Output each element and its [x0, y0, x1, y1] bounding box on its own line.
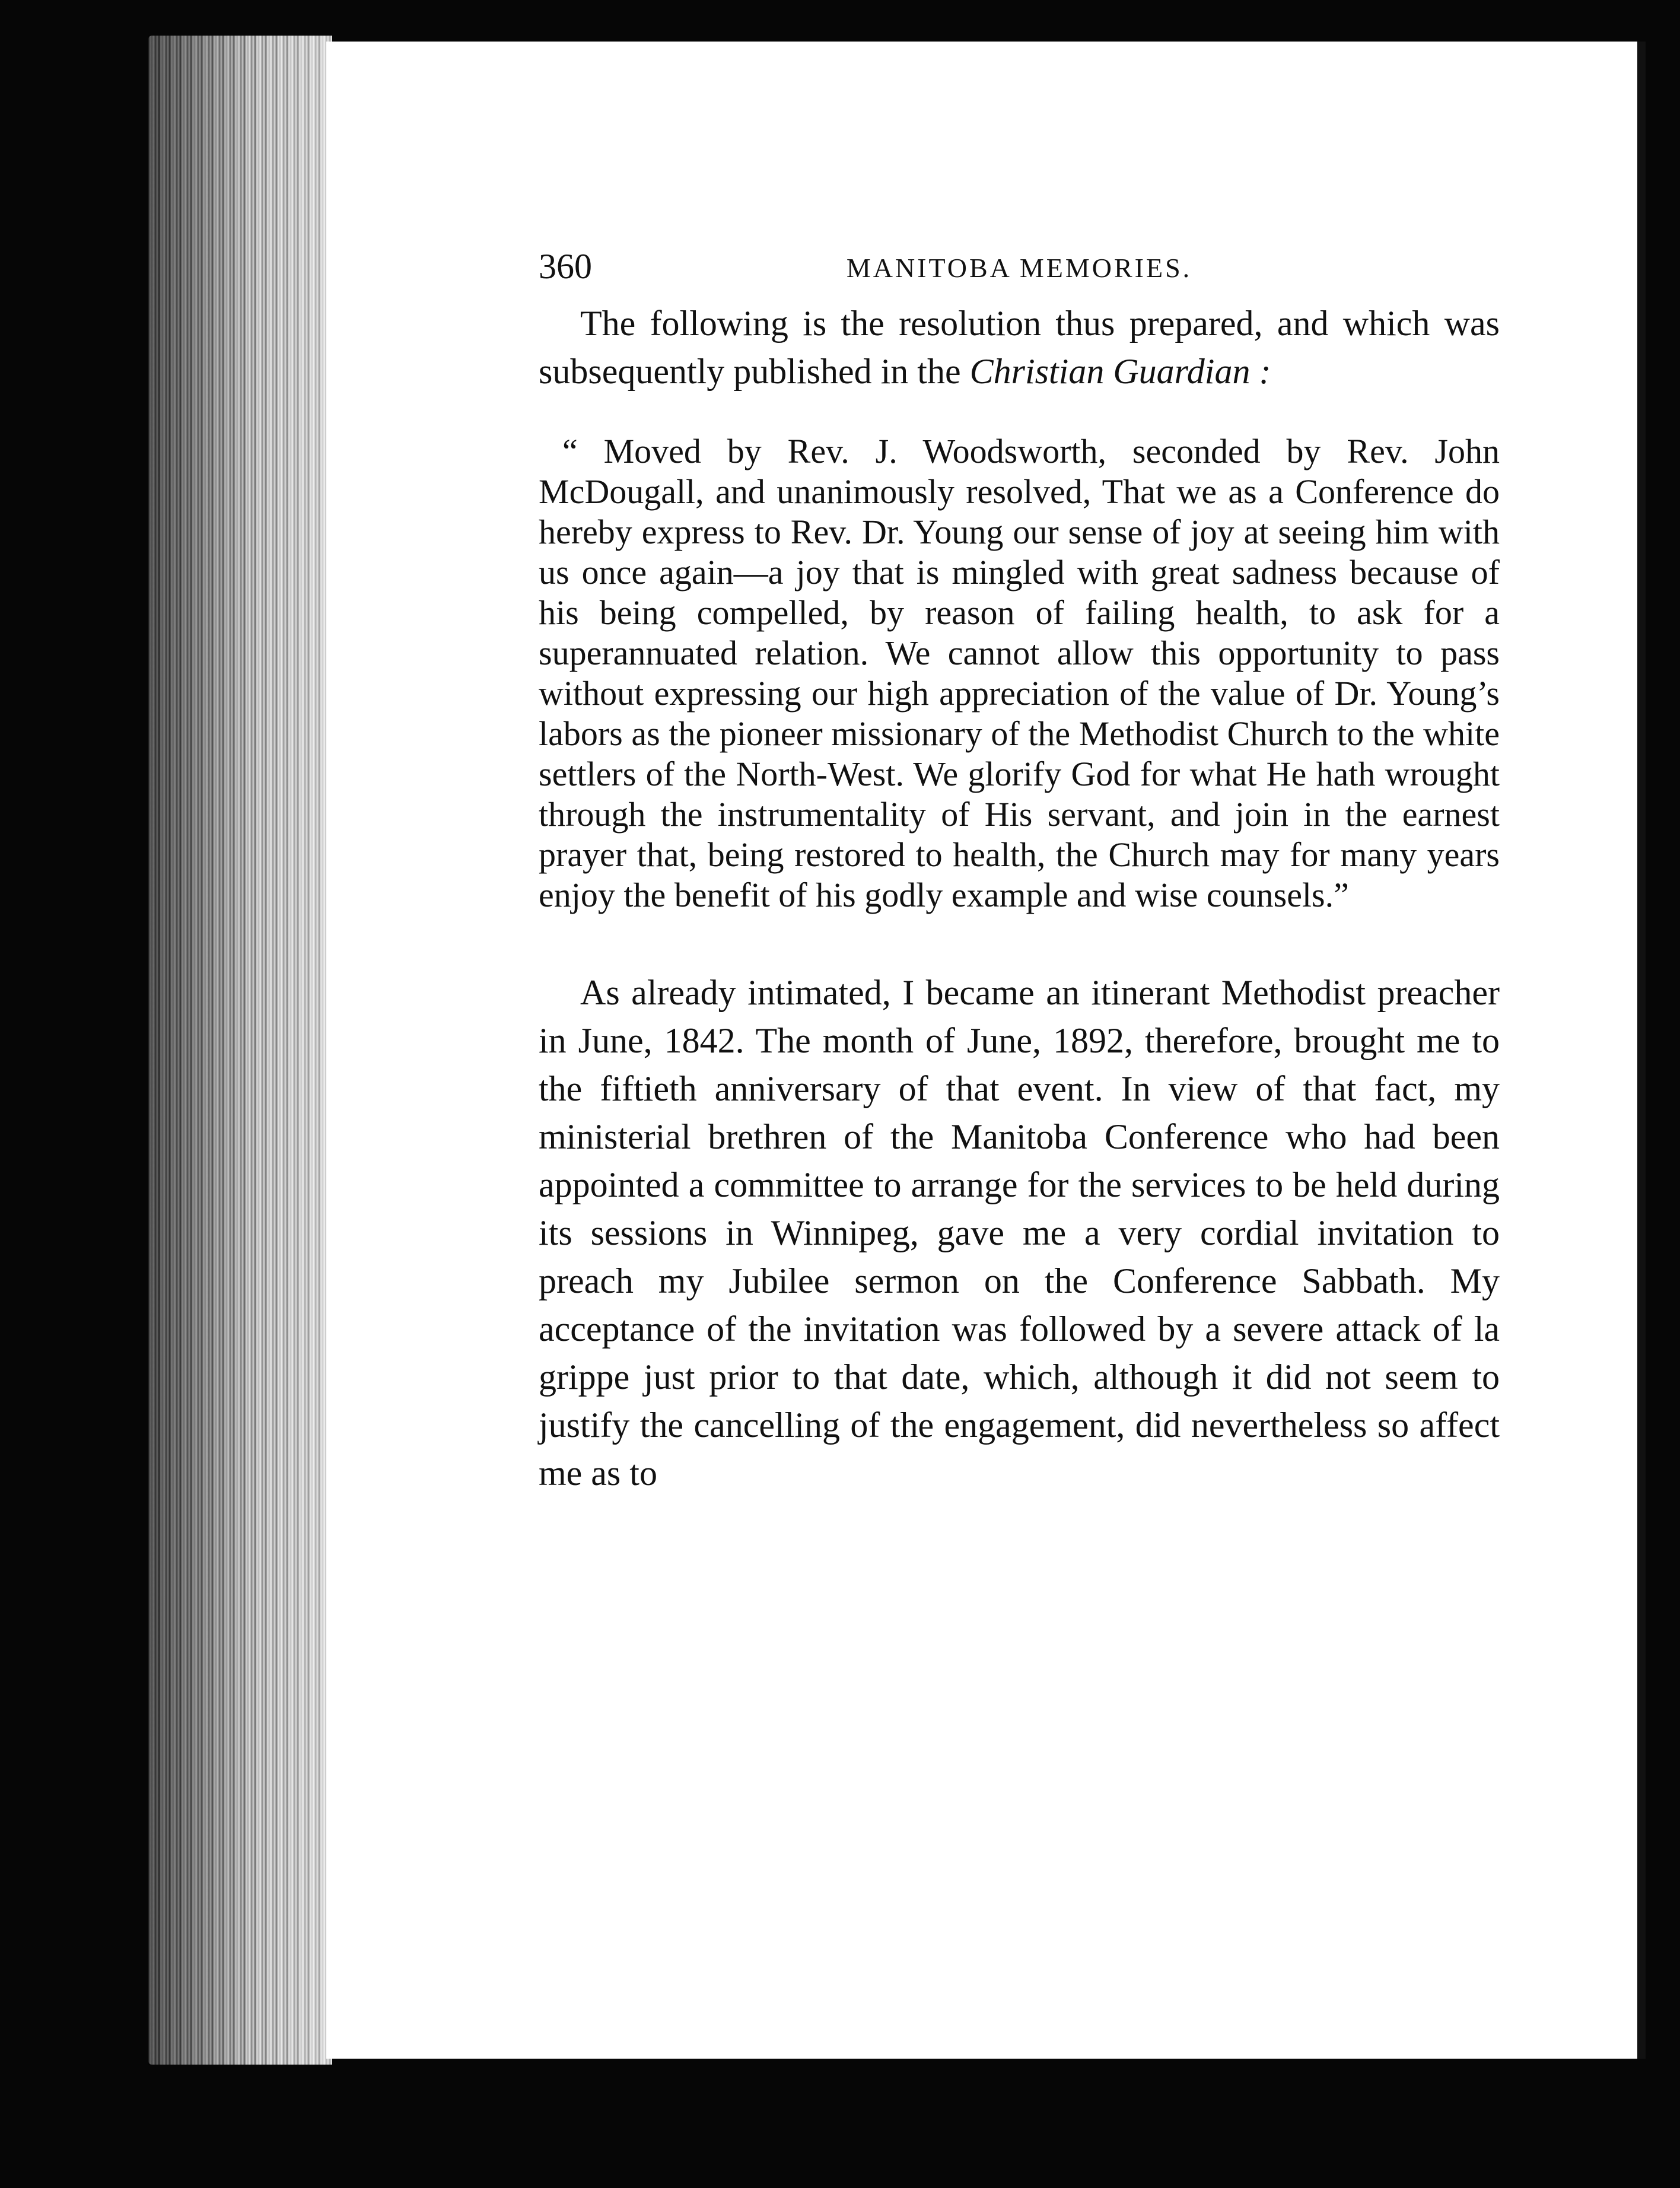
intro-italic-title: Christian Guardian : [969, 352, 1271, 391]
page-header [539, 234, 1500, 300]
intro-paragraph [539, 300, 1500, 396]
resolution-quote: “ Moved by Rev. J. Woodsworth, seconded by Rev. John McDougall, and unanimously resolved, That we as a Conference do hereby express to Rev. Dr. Young our sense of joy at seeing him with us once again—a joy that is mingled with great sadness because of his being compelled, by reason of failing health, to ask for a superannuated relation. We cannot allow this opportunity to pass without expressing our high appreciation of the value of Dr. Young’s labors as the pioneer missionary of the Methodist Church to the white settlers of the North-West. We glorify God for what He hath wrought through the instrumentality of His servant, and join in the earnest prayer that, being restored to health, the Church may for many years enjoy the benefit of his godly example and wise counsels.” [539, 432, 1500, 914]
intro-text: The following is the resolution thus prepared, and which was subsequently published in the [539, 304, 1500, 391]
page-content [539, 234, 1500, 1497]
running-head: MANITOBA MEMORIES. [846, 253, 1192, 283]
body-paragraph: As already intimated, I became an itinerant Methodist preacher in June, 1842. The month of June, 1892, therefore, brought me to the fiftieth anniversary of that event. In view of that fact, my ministerial brethren of the Manitoba Conference who had been appointed a committee to arrange for the services to be held during its sessions in Winnipeg, gave me a very cordial invitation to preach my Jubilee sermon on the Conference Sabbath. My acceptance of the invitation was followed by a severe attack of la grippe just prior to that date, which, although it did not seem to justify the cancelling of the engagement, did nevertheless so affect me as to [539, 973, 1500, 1493]
book-page-edges-shading [148, 36, 332, 2065]
book-page [326, 42, 1646, 2059]
page-number: 360 [539, 247, 592, 286]
